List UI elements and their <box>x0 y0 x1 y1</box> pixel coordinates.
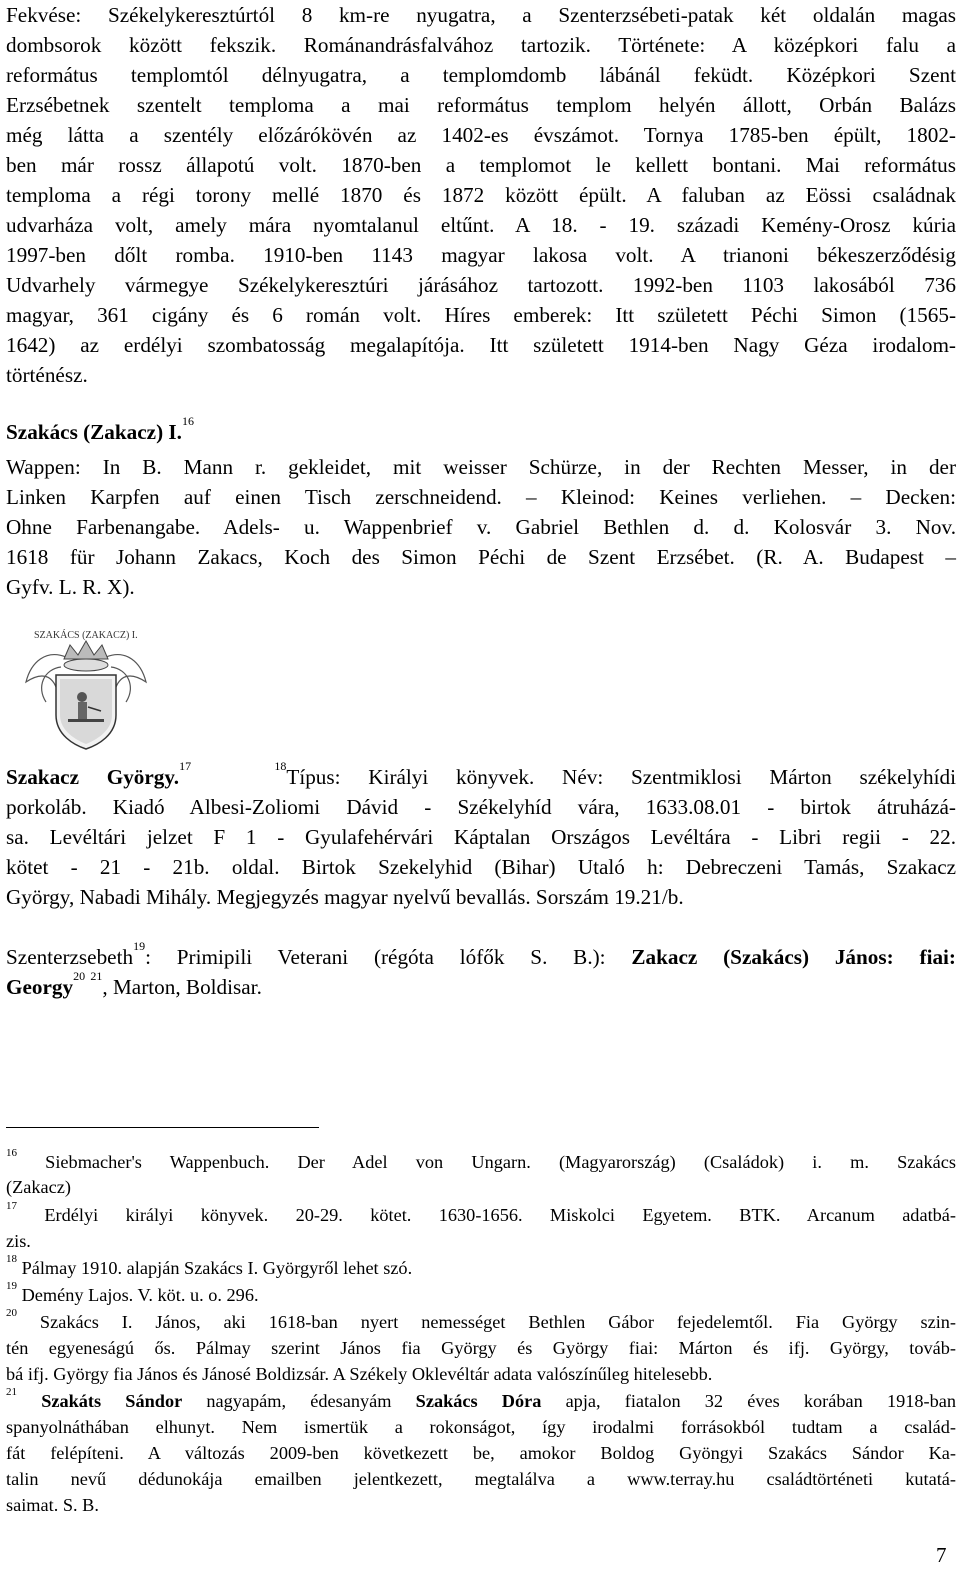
text-line: Ohne Farbenangabe. Adels- u. Wappenbrief v. Gabriel Bethlen d. d. Kolosvár 3. Nov. <box>6 515 956 539</box>
name-bold: Szakáts Sándor <box>41 1391 183 1411</box>
footnote-ref-18: 18 <box>274 759 287 773</box>
text-line: Udvarhely vármegye Székelykeresztúri járásához tartozott. 1992-ben 1103 lakosából 736 <box>6 273 956 297</box>
footnote-text: Szakács I. János, aki 1618-ban nyert nemességet Bethlen Gábor fejedelemtől. Fia György szin- <box>17 1312 956 1332</box>
text-span: : Primipili Veterani (régóta lófők S. B.): <box>145 945 632 969</box>
text-line: Gyfv. L. R. X). <box>6 575 135 599</box>
footnote-number: 20 <box>6 1307 17 1319</box>
footnote-21-cont: saimat. S. B. <box>6 1495 99 1515</box>
footnote-20-cont: bá ifj. György fia János és Jánosé Boldizsár. A Székely Oklevéltár adata valószínűleg hitelesebb. <box>6 1364 713 1384</box>
text-line: 1997-ben dőlt romba. 1910-ben 1143 magyar lakosa volt. A trianoni békeszerződésig <box>6 243 956 267</box>
footnote-text: nagyapám, édesanyám <box>182 1391 416 1411</box>
name-bold: Szakacz György. <box>6 765 180 789</box>
footnote-text: Erdélyi királyi könyvek. 20-29. kötet. 1630-1656. Miskolci Egyetem. BTK. Arcanum adatbá- <box>17 1205 956 1225</box>
text-line: Linken Karpfen auf einen Tisch zerschneidend. – Kleinod: Keines verliehen. – Decken: <box>6 485 956 509</box>
name-bold: Szakács Dóra <box>415 1391 542 1411</box>
crest-caption: SZAKÁCS (ZAKACZ) I. <box>34 630 138 641</box>
footnote-17 <box>6 1200 956 1226</box>
footnote-19 <box>6 1280 956 1306</box>
footnote-number: 19 <box>6 1280 17 1292</box>
text-line: temploma a régi torony mellé 1870 és 1872 között épült. A faluban az Eössi családnak <box>6 183 956 207</box>
footnote-16-cont: (Zakacz) <box>6 1177 71 1197</box>
text-span: Szenterzsebeth <box>6 945 134 969</box>
text-span: Típus: Királyi könyvek. Név: Szentmiklosi Márton székelyhídi <box>286 765 957 789</box>
footnote-16 <box>6 1147 956 1173</box>
text-line: még látta a szentély előzárókövén az 1402-es évszámot. Tornya 1785-ben épült, 1802- <box>6 123 956 147</box>
text-line: György, Nabadi Mihály. Megjegyzés magyar nyelvű bevallás. Sorszám 19.21/b. <box>6 885 684 909</box>
text-line: Erzsébetnek szentelt temploma a mai református templom helyén állott, Orbán Balázs <box>6 93 956 117</box>
heading-text: Szakács (Zakacz) I. <box>6 420 182 444</box>
text-line: ben már rossz állapotú volt. 1870-ben a templomot le kellett bontani. Mai református <box>6 153 956 177</box>
footnote-ref-19: 19 <box>133 939 146 953</box>
name-bold: Zakacz (Szakács) János: fiai: <box>631 945 956 969</box>
footnote-21-cont: talin nevű dédunokája emailben jelentkezett, megtalálva a www.terray.hu családtörténeti kutatá- <box>6 1469 956 1489</box>
footnote-separator <box>6 1127 319 1128</box>
page-number: 7 <box>936 1543 947 1567</box>
footnote-21-cont: spanyolnáthában elhunyt. Nem ismertük a rokonságot, így irodalmi forrásokból tudtam a család- <box>6 1417 956 1437</box>
footnote-number: 17 <box>6 1200 17 1212</box>
text-line: udvarháza volt, amely mára nyomtalanul eltűnt. A 18. - 19. századi Kemény-Orosz kúria <box>6 213 956 237</box>
text-line: Wappen: In B. Mann r. gekleidet, mit weisser Schürze, in der Rechten Messer, in der <box>6 455 956 479</box>
footnote-21 <box>6 1386 956 1412</box>
footnote-ref-20: 20 <box>73 969 86 983</box>
footnote-17-cont: zis. <box>6 1231 31 1251</box>
text-line <box>6 969 956 999</box>
section-heading-szakacs <box>6 414 956 444</box>
text-line: 1618 für Johann Zakacs, Koch des Simon Péchi de Szent Erzsébet. (R. A. Budapest – <box>6 545 956 569</box>
text-line: porkoláb. Kiadó Albesi-Zoliomi Dávid - Székelyhíd vára, 1633.08.01 - birtok átruházá- <box>6 795 956 819</box>
text-line: történész. <box>6 363 88 387</box>
crest-crown <box>64 641 108 671</box>
footnote-text: Demény Lajos. V. köt. u. o. 296. <box>17 1285 259 1305</box>
footnote-ref-21: 21 <box>90 969 103 983</box>
text-line <box>6 939 956 969</box>
text-line: dombsorok között fekszik. Románandrásfalvához tartozik. Története: A középkori falu a <box>6 33 956 57</box>
footnote-ref-17: 17 <box>179 759 192 773</box>
text-line: református templomtól délnyugatra, a templomdomb lábánál feküdt. Középkori Szent <box>6 63 956 87</box>
footnote-20-cont: tén egyeneságú ős. Pálmay szerint János fia György és György fiai: Márton és ifj. György, továb- <box>6 1338 956 1358</box>
text-line: magyar, 361 cigány és 6 román volt. Híres emberek: Itt született Péchi Simon (1565- <box>6 303 956 327</box>
text-line: sa. Levéltári jelzet F 1 - Gyulafehérvári Káptalan Országos Levéltára - Libri regii - 22. <box>6 825 956 849</box>
crest-shield <box>56 675 116 749</box>
text-line: kötet - 21 - 21b. oldal. Birtok Szekelyhid (Bihar) Utaló h: Debreczeni Tamás, Szakacz <box>6 855 956 879</box>
footnote-text: Siebmacher's Wappenbuch. Der Adel von Ungarn. (Magyarország) (Családok) i. m. Szakács <box>17 1152 956 1172</box>
text-line <box>6 759 957 789</box>
footnote-number: 18 <box>6 1253 17 1265</box>
name-bold: Georgy <box>6 975 74 999</box>
text-line: Fekvése: Székelykeresztúrtól 8 km-re nyugatra, a Szenterzsébeti-patak két oldalán magas <box>6 3 956 27</box>
footnote-20 <box>6 1307 956 1333</box>
footnote-18 <box>6 1253 956 1279</box>
footnote-number: 21 <box>6 1386 17 1398</box>
footnote-text: Pálmay 1910. alapján Szakács I. Györgyről lehet szó. <box>17 1258 413 1278</box>
text-line: 1642) az erdélyi szombatosság megalapítója. Itt született 1914-ben Nagy Géza irodalom- <box>6 333 956 357</box>
footnote-text: apja, fiatalon 32 éves korában 1918-ban <box>541 1391 956 1411</box>
text-span: , Marton, Boldisar. <box>102 975 262 999</box>
footnote-ref-16: 16 <box>181 414 194 428</box>
footnote-number: 16 <box>6 1147 17 1159</box>
footnote-21-cont: fát felépíteni. A változás 2009-ben következett be, amokor Boldog Gyöngyi Szakács Sándor Ka- <box>6 1443 956 1463</box>
coat-of-arms-image <box>6 627 166 752</box>
